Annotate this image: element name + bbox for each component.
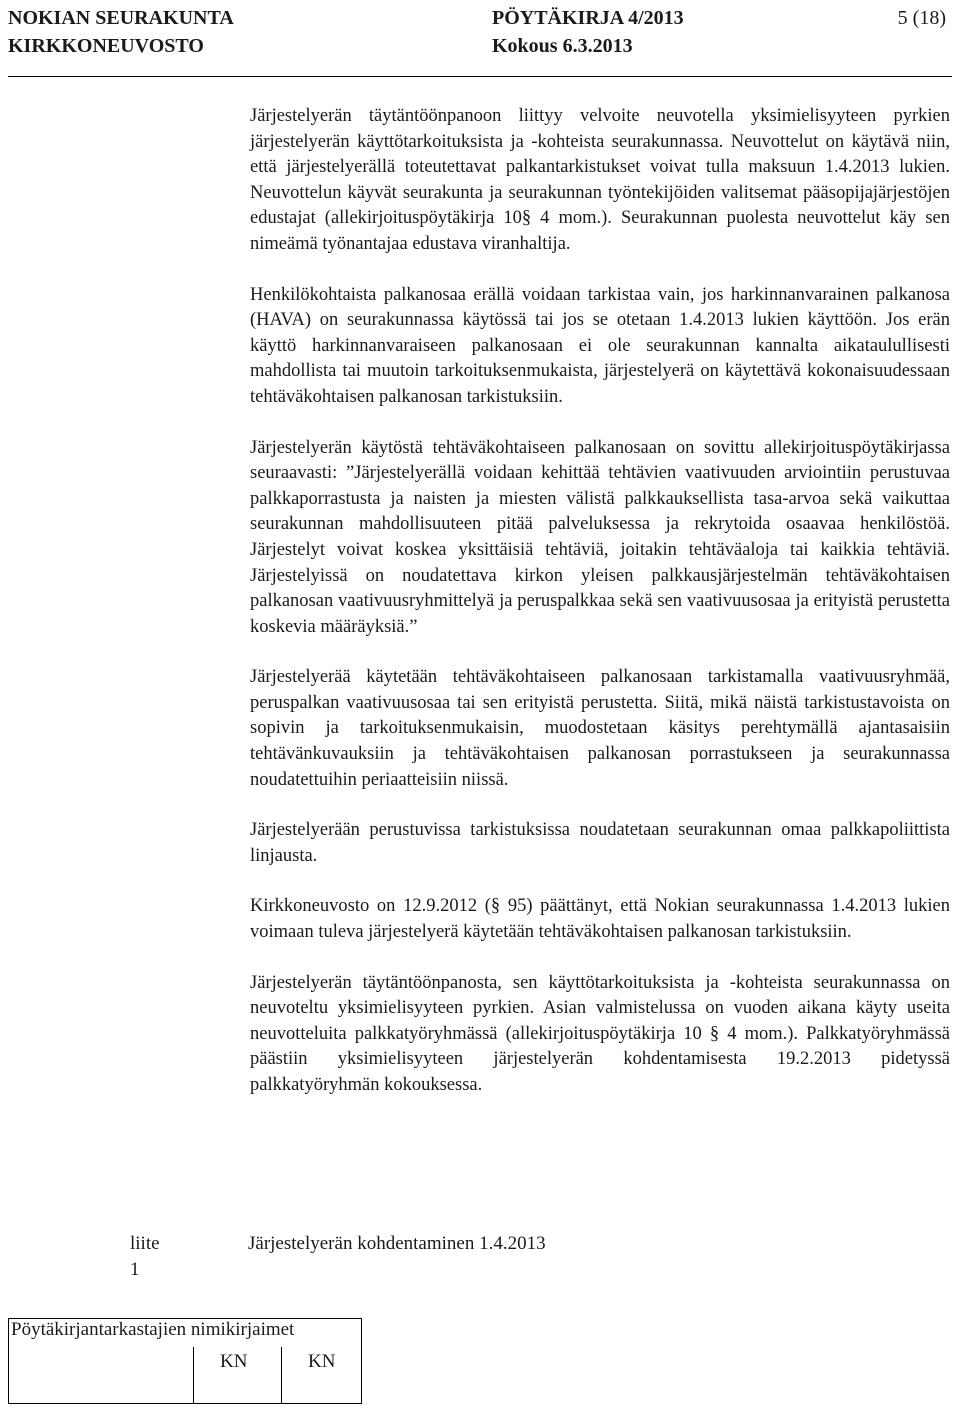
paragraph: Kirkkoneuvosto on 12.9.2012 (§ 95) päättänyt, että Nokian seurakunnassa 1.4.2013 lukien voimaan tuleva järjestelyerä käytetään tehtäväkohtaisen palkanosan tarkistuksiin.: [250, 896, 950, 943]
signature-box: [8, 1318, 362, 1404]
initials-cell-2: [281, 1347, 336, 1403]
initials-1: KN: [220, 1351, 248, 1372]
paragraph: Henkilökohtaista palkanosaa erällä voidaan tarkistaa vain, jos harkinnanvarainen palkanosa (HAVA) on seurakunnassa käytössä tai jos se otetaan 1.4.2013 lukien käyttöön. Jos erän käyttö harkinnanvaraiseen palkanosaan ei ole seurakunnan kannalta aikataulullisesti mahdollista tai muutoin tarkoituksenmukaista, järjestelyerä on käytettävä kokonaisuudessaan tehtäväkohtaisen palkanosan tarkistuksiin.: [250, 284, 950, 407]
header-row-2: [8, 32, 952, 60]
paragraph: Järjestelyerän käytöstä tehtäväkohtaiseen palkanosaan on sovittu allekirjoituspöytäkirjassa seuraavasti: ”Järjestelyerällä voidaan kehittää tehtävien vaativuuden arviointiin perustuvaa palkkaporrastusta ja naisten ja miesten välistä palkkauksellista tasa-arvoa sekä vaikuttaa seurakunnan mahdollisuuteen pitää palveluksessa ja rekrytoida osaavaa henkilöstöä. Järjestelyt voivat koskea yksittäisiä tehtäviä, joitakin tehtäväaloja tai kaikkia tehtäviä. Järjestelyissä on noudatettava kirkon yleisen palkkausjärjestelmän tehtäväkohtaisen palkanosan vaativuusryhmittelyä ja peruspalkkaa sekä sen vaativuusosaa ja erityistä perustetta koskevia määräyksiä.”: [250, 437, 950, 637]
meeting-date: Kokous 6.3.2013: [492, 35, 633, 57]
header-rule: [8, 76, 952, 77]
page-header: [8, 4, 952, 60]
document-title: PÖYTÄKIRJA 4/2013: [492, 7, 684, 29]
document-body: [250, 104, 950, 1124]
paragraph: Järjestelyerää käytetään tehtäväkohtaiseen palkanosaan tarkistamalla vaativuusryhmää, peruspalkan vaativuusosaa tai sen erityistä perustetta. Siitä, mikä näistä tarkistustavoista on sopivin ja tarkoituksenmukaisin, muodostetaan käsitys perehtymällä ajantasaisiin tehtävänkuvauksiin ja tehtäväkohtaisen palkanosan porrastukseen ja seurakunnassa noudatettuihin periaatteisiin niissä.: [250, 667, 950, 790]
page-number: 5 (18): [897, 7, 946, 29]
paragraph: Järjestelyerään perustuvissa tarkistuksissa noudatetaan seurakunnan omaa palkkapoliittista linjausta.: [250, 820, 950, 866]
header-row-1: [8, 4, 952, 32]
organization-name: NOKIAN SEURAKUNTA: [8, 7, 234, 29]
attachment-title: Järjestelyerän kohdentaminen 1.4.2013: [248, 1233, 546, 1254]
attachment-label: liite 1: [130, 1233, 160, 1280]
initials-2: KN: [308, 1351, 336, 1372]
paragraph: Järjestelyerän täytäntöönpanosta, sen käyttötarkoituksista ja -kohteista seurakunnassa on neuvoteltu yksimielisyyteen pyrkien. Asian valmistelussa on vuoden aikana käyty useita neuvotteluita palkkatyöryhmässä (allekirjoituspöytäkirja 10 § 4 mom.). Palkkatyöryhmässä päästiin yksimielisyyteen järjestelyerän kohdentamisesta 19.2.2013 pidetyssä palkkatyöryhmän kokouksessa.: [250, 972, 950, 1095]
body-name: KIRKKONEUVOSTO: [8, 35, 204, 57]
paragraph: Järjestelyerän täytäntöönpanoon liittyy velvoite neuvotella yksimielisyyteen pyrkien järjestelyerän käyttötarkoituksista ja -kohteista seurakunnassa. Neuvottelut on käytävä niin, että järjestelyerällä toteutettavat palkantarkistukset voivat tulla maksuun 1.4.2013 lukien. Neuvottelun käyvät seurakunta ja seurakunnan työntekijöiden valitsemat pääsopijajärjestöjen edustajat (allekirjoituspöytäkirja 10§ 4 mom.). Seurakunnan puolesta neuvottelut käy sen nimeämä työnantajaa edustava viranhaltija.: [250, 106, 950, 254]
signature-title: Pöytäkirjantarkastajien nimikirjaimet: [11, 1319, 295, 1340]
initials-cell-1: [193, 1347, 248, 1403]
